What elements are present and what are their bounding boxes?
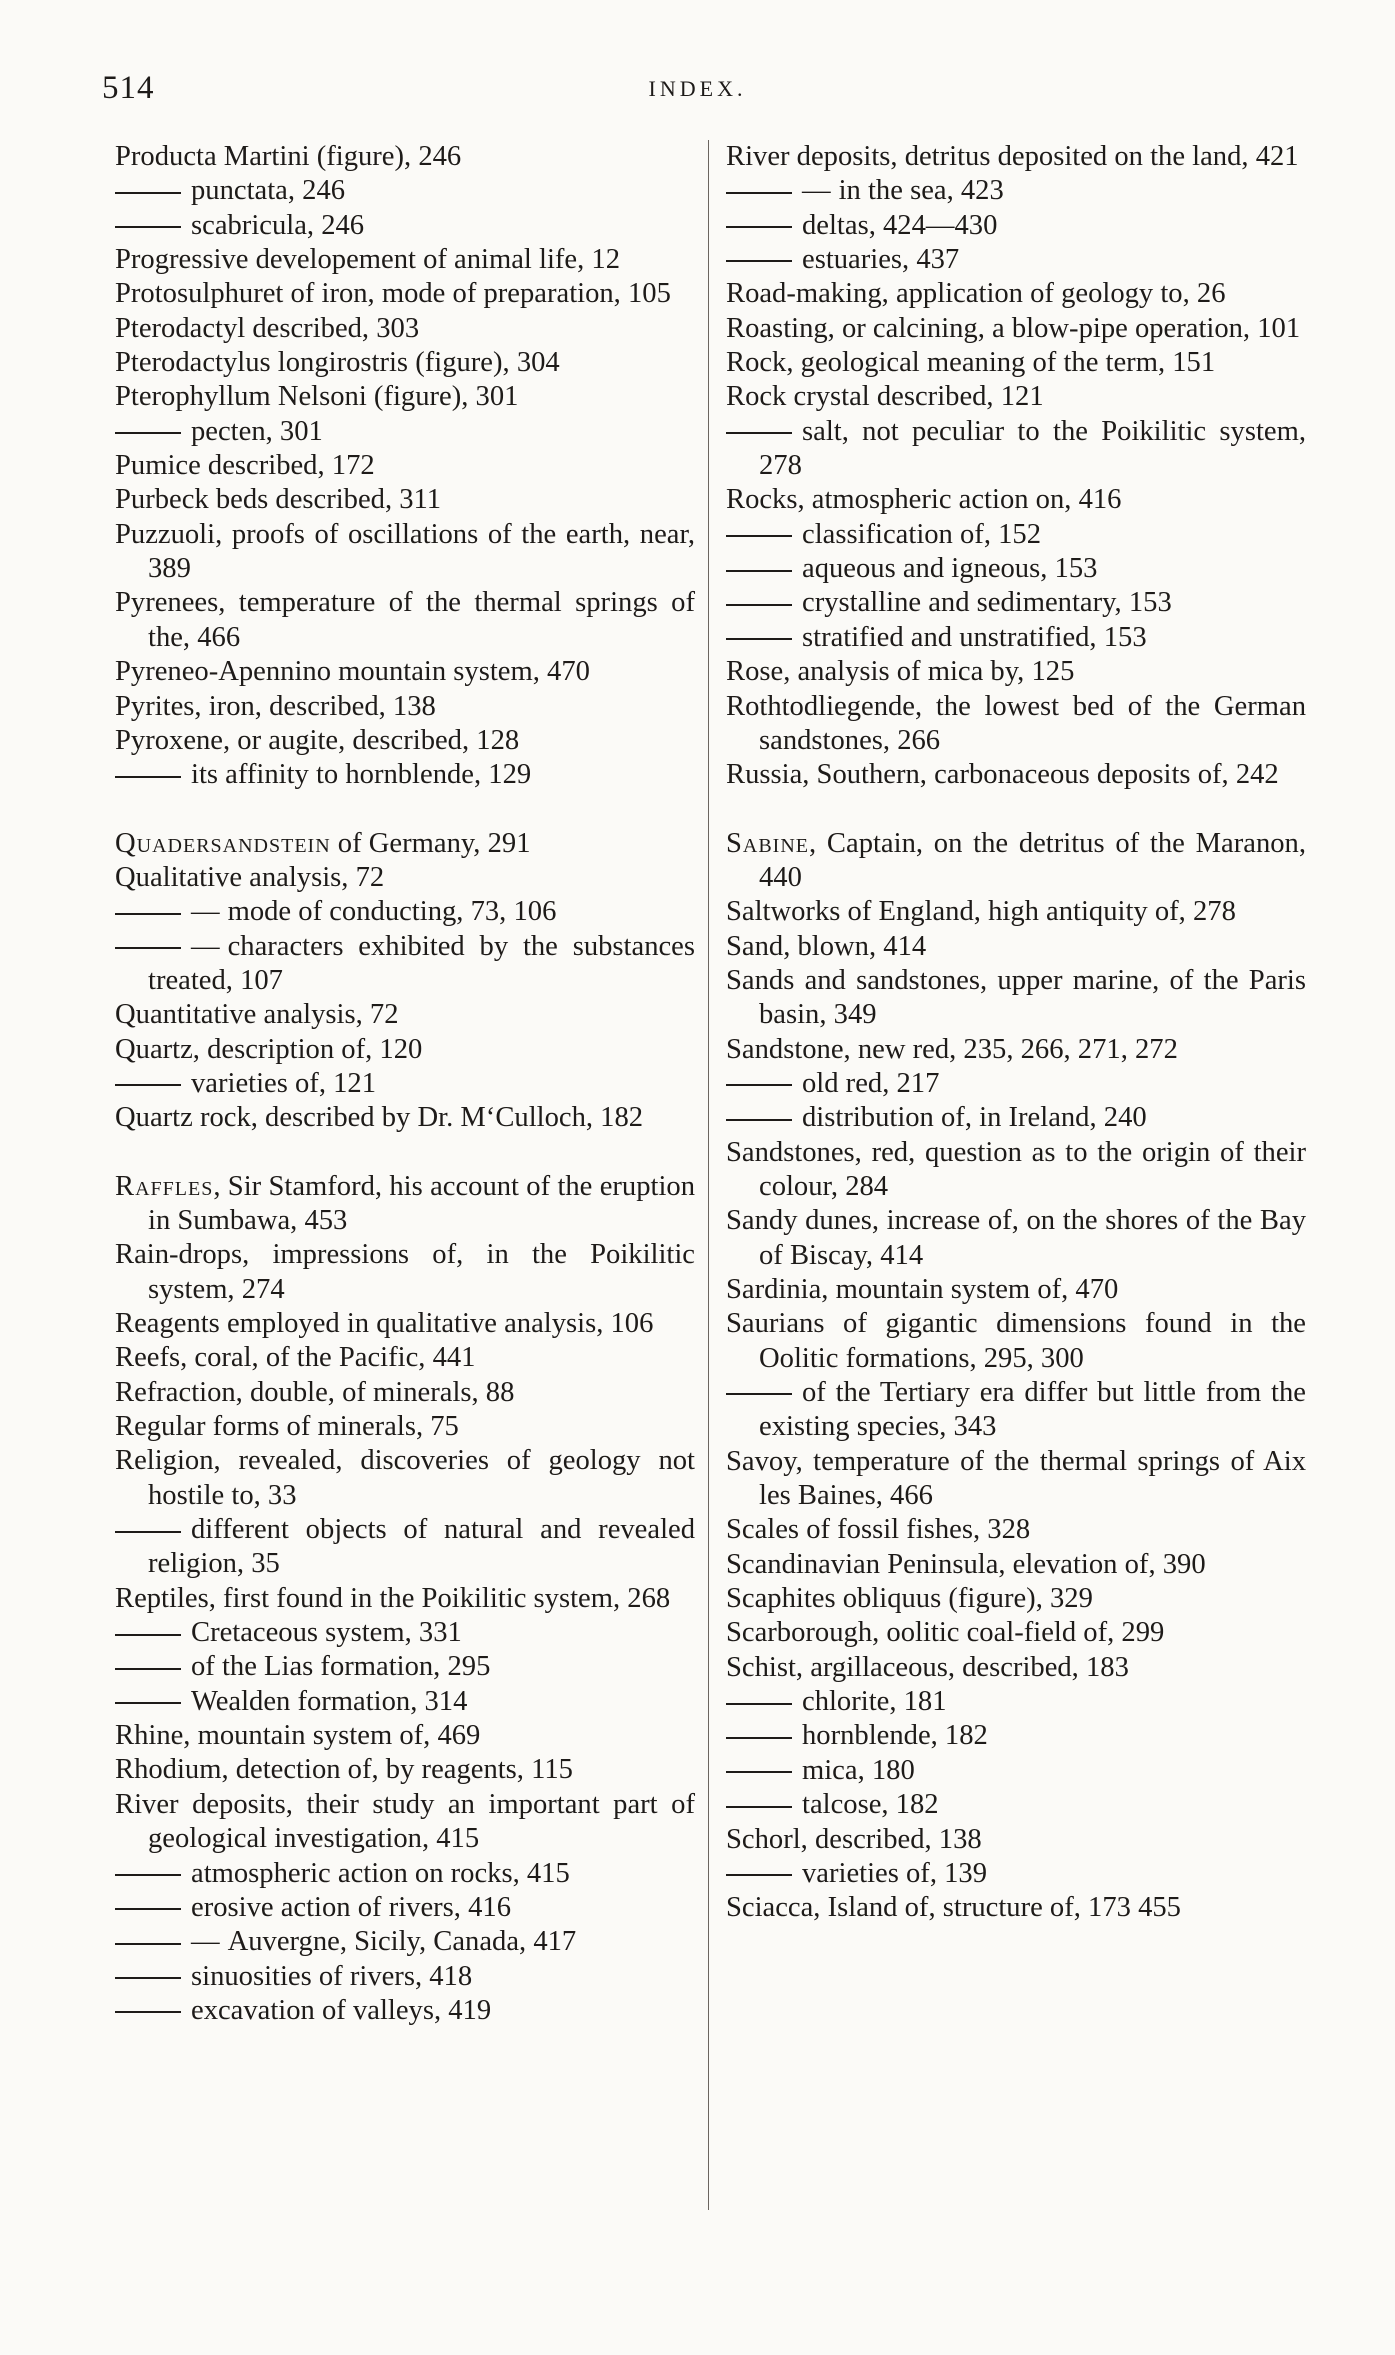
index-entry: [726, 1204, 1306, 1273]
index-entry-text: Rain-drops, impressions of, in the Poikilitic system, 274: [115, 1239, 695, 1305]
index-entry-text: Sandy dunes, increase of, on the shores of the Bay of Biscay, 414: [726, 1205, 1306, 1271]
index-entry-text: Cretaceous system, 331: [191, 1617, 462, 1649]
ditto-dash: [115, 947, 181, 949]
index-entry-text: hornblende, 182: [802, 1720, 988, 1752]
index-entry: [115, 140, 695, 174]
index-entry-text: Scaphites obliquus (figure), 329: [726, 1583, 1093, 1615]
index-entry-text: old red, 217: [802, 1067, 940, 1099]
index-entry-text: Sand, blown, 414: [726, 930, 927, 962]
index-entry-text: Rocks, atmospheric action on, 416: [726, 484, 1122, 516]
index-entry: [115, 1925, 695, 1959]
index-entry-text: estuaries, 437: [802, 244, 960, 276]
index-entry: [726, 1033, 1306, 1067]
index-entry-headword: Raffles: [115, 1170, 214, 1202]
index-entry-headword: Sabine: [726, 827, 810, 859]
index-entry-text: varieties of, 121: [191, 1067, 377, 1099]
index-entry: [115, 1582, 695, 1616]
index-entry: [726, 827, 1306, 896]
index-entry-text: Rock crystal described, 121: [726, 381, 1044, 413]
index-entry-text: distribution of, in Ireland, 240: [802, 1102, 1147, 1134]
index-entry: [115, 312, 695, 346]
ditto-dash: [115, 1943, 181, 1945]
ditto-dash: [726, 1393, 792, 1395]
ditto-dash: [115, 2011, 181, 2013]
ditto-dash-tail: —: [802, 175, 831, 207]
index-entry: [726, 621, 1306, 655]
ditto-dash: [726, 1806, 792, 1808]
index-entry: [726, 1823, 1306, 1857]
index-entry: [115, 1033, 695, 1067]
ditto-dash: [726, 1771, 792, 1773]
index-entry-text: Pyrites, iron, described, 138: [115, 690, 436, 722]
index-entry-text: Rhodium, detection of, by reagents, 115: [115, 1754, 573, 1786]
index-entry: [726, 380, 1306, 414]
index-entry: [115, 174, 695, 208]
index-entry: [115, 724, 695, 758]
index-entry-text: Russia, Southern, carbonaceous deposits of, 242: [726, 759, 1279, 791]
ditto-dash: [726, 535, 792, 537]
index-entry-text: sinuosities of rivers, 418: [191, 1960, 473, 1992]
index-entry-text: Sandstone, new red, 235, 266, 271, 272: [726, 1033, 1178, 1065]
index-entry-text: atmospheric action on rocks, 415: [191, 1857, 570, 1889]
index-entry: [115, 209, 695, 243]
index-entry: [115, 827, 695, 861]
index-entry-text: mica, 180: [802, 1754, 915, 1786]
index-entry-text: Quartz, description of, 120: [115, 1033, 423, 1065]
ditto-dash: [726, 1874, 792, 1876]
index-entry-text: Pyreneo-Apennino mountain system, 470: [115, 656, 590, 688]
index-entry: [115, 483, 695, 517]
index-entry-text: Scarborough, oolitic coal-field of, 299: [726, 1617, 1165, 1649]
ditto-dash: [726, 1737, 792, 1739]
ditto-dash: [726, 1703, 792, 1705]
index-entry: [726, 1582, 1306, 1616]
index-entry-text: Sands and sandstones, upper marine, of the Paris basin, 349: [726, 964, 1306, 1031]
index-entry: [726, 1136, 1306, 1205]
column-divider: [708, 140, 709, 2210]
index-entry-text: Rhine, mountain system of, 469: [115, 1720, 481, 1752]
index-entry: [115, 1788, 695, 1857]
index-entry: [726, 586, 1306, 620]
index-entry-text: stratified and unstratified, 153: [802, 621, 1147, 653]
index-entry: [115, 758, 695, 792]
index-entry-text: Reagents employed in qualitative analysis, 106: [115, 1308, 654, 1339]
index-entry-text: Purbeck beds described, 311: [115, 484, 442, 516]
index-entry-text: classification of, 152: [802, 518, 1042, 550]
index-entry: [115, 1891, 695, 1925]
index-entry: [115, 586, 695, 655]
index-entry: [726, 1685, 1306, 1719]
index-entry-text: Producta Martini (figure), 246: [115, 141, 462, 172]
index-entry: [115, 1616, 695, 1650]
index-entry: [115, 1307, 695, 1341]
index-entry: [726, 209, 1306, 243]
ditto-dash: [115, 226, 181, 228]
index-entry-text: Religion, revealed, discoveries of geology not hostile to, 33: [115, 1445, 695, 1511]
index-entry: [726, 277, 1306, 311]
index-entry-text: chlorite, 181: [802, 1686, 947, 1718]
ditto-dash: [726, 192, 792, 194]
index-entry: [115, 449, 695, 483]
index-entry: [726, 1719, 1306, 1753]
index-entry: [726, 346, 1306, 380]
index-entry-text: in the sea, 423: [838, 175, 1004, 207]
index-entry-text: crystalline and sedimentary, 153: [802, 587, 1172, 619]
index-entry-text: Quantitative analysis, 72: [115, 999, 399, 1031]
index-entry: [726, 552, 1306, 586]
index-entry-text: , Sir Stamford, his account of the eruption in Sumbawa, 453: [148, 1170, 695, 1236]
index-entry-text: Auvergne, Sicily, Canada, 417: [227, 1926, 577, 1958]
index-entry-text: Sandstones, red, question as to the origin of their colour, 284: [726, 1136, 1306, 1202]
index-entry-text: Rothtodliegende, the lowest bed of the German sandstones, 266: [726, 690, 1306, 756]
index-entry-text: its affinity to hornblende, 129: [191, 759, 532, 791]
index-entry: [115, 1444, 695, 1513]
index-entry-text: Pumice described, 172: [115, 450, 375, 482]
index-entry: [726, 655, 1306, 689]
index-entry-text: Sardinia, mountain system of, 470: [726, 1274, 1119, 1305]
index-entry-text: Rock, geological meaning of the term, 151: [726, 347, 1216, 379]
index-entry-text: Scales of fossil fishes, 328: [726, 1514, 1031, 1546]
index-entry-text: Pyroxene, or augite, described, 128: [115, 724, 520, 756]
index-entry: [726, 140, 1306, 174]
ditto-dash: [115, 1531, 181, 1533]
index-entry-text: scabricula, 246: [191, 209, 365, 241]
ditto-dash-tail: —: [191, 896, 220, 928]
index-entry: [726, 1445, 1306, 1514]
index-entry-text: Wealden formation, 314: [191, 1685, 468, 1717]
index-entry: [726, 1307, 1306, 1376]
index-entry-text: Saltworks of England, high antiquity of, 278: [726, 896, 1236, 928]
index-entry-text: pecten, 301: [191, 415, 323, 447]
index-entry: [726, 243, 1306, 277]
index-entry-text: , Captain, on the detritus of the Maranon, 440: [759, 827, 1306, 893]
index-entry: [726, 518, 1306, 552]
index-entry: [115, 1513, 695, 1582]
index-entry: [115, 1101, 695, 1135]
index-entry: [115, 861, 695, 895]
index-entry: [115, 1960, 695, 1994]
index-entry-text: Sciacca, Island of, structure of, 173 455: [726, 1892, 1181, 1924]
index-entry: [115, 1067, 695, 1101]
index-entry: [115, 1341, 695, 1375]
index-entry: [115, 1753, 695, 1787]
index-entry: [726, 1067, 1306, 1101]
index-entry-text: Puzzuoli, proofs of oscillations of the earth, near, 389: [115, 518, 695, 585]
ditto-dash: [115, 1874, 181, 1876]
ditto-dash: [115, 1084, 181, 1086]
index-entry-text: Pterodactyl described, 303: [115, 312, 420, 344]
ditto-dash: [726, 570, 792, 572]
index-entry-text: erosive action of rivers, 416: [191, 1891, 511, 1923]
index-entry-text: excavation of valleys, 419: [191, 1994, 492, 2026]
ditto-dash-tail: —: [191, 1926, 220, 1958]
ditto-dash: [726, 432, 792, 434]
index-entry-text: punctata, 246: [191, 175, 346, 207]
index-entry-text: Road-making, application of geology to, 26: [726, 278, 1226, 310]
index-entry: [115, 930, 695, 999]
index-entry-text: Scandinavian Peninsula, elevation of, 390: [726, 1548, 1206, 1580]
index-entry: [115, 1994, 695, 2028]
ditto-dash: [726, 1084, 792, 1086]
index-entry: [726, 895, 1306, 929]
index-entry-headword: Quadersandstein: [115, 827, 331, 859]
index-entry-text: Pyrenees, temperature of the thermal springs of the, 466: [115, 587, 695, 653]
index-entry-text: Pterophyllum Nelsoni (figure), 301: [115, 381, 519, 413]
ditto-dash: [726, 260, 792, 262]
index-entry: [726, 415, 1306, 484]
index-entry-text: Reptiles, first found in the Poikilitic system, 268: [115, 1582, 671, 1614]
index-entry-text: Reefs, coral, of the Pacific, 441: [115, 1342, 476, 1374]
ditto-dash: [726, 604, 792, 606]
index-entry: [115, 1719, 695, 1753]
ditto-dash: [115, 1668, 181, 1670]
index-entry-text: Schorl, described, 138: [726, 1823, 982, 1855]
index-entry: [726, 1101, 1306, 1135]
index-entry-text: talcose, 182: [802, 1789, 939, 1821]
index-entry: [115, 690, 695, 724]
index-entry: [115, 243, 695, 277]
index-entry-text: of the Lias formation, 295: [191, 1651, 491, 1683]
ditto-dash: [115, 1702, 181, 1704]
index-entry: [115, 1410, 695, 1444]
index-entry: [115, 655, 695, 689]
index-entry-text: deltas, 424—430: [802, 209, 998, 241]
index-entry: [726, 1651, 1306, 1685]
index-entry-text: of Germany, 291: [330, 827, 531, 859]
index-entry-text: Refraction, double, of minerals, 88: [115, 1376, 515, 1408]
index-entry-text: Pterodactylus longirostris (figure), 304: [115, 347, 560, 379]
index-entry: [726, 1273, 1306, 1307]
index-entry: [726, 1788, 1306, 1822]
index-entry-text: Rose, analysis of mica by, 125: [726, 656, 1075, 688]
ditto-dash-tail: —: [191, 930, 220, 962]
index-entry-text: Protosulphuret of iron, mode of preparation, 105: [115, 278, 671, 310]
running-head: INDEX.: [648, 76, 747, 101]
index-entry: [726, 1376, 1306, 1445]
index-entry-text: salt, not peculiar to the Poikilitic system, 278: [759, 415, 1306, 482]
ditto-dash: [726, 1119, 792, 1121]
index-entry-text: River deposits, detritus deposited on the land, 421: [726, 141, 1299, 172]
index-entry: [726, 690, 1306, 759]
index-entry: [115, 277, 695, 311]
index-entry-text: Progressive developement of animal life, 12: [115, 244, 621, 276]
index-entry-text: Savoy, temperature of the thermal springs of Aix les Baines, 466: [726, 1445, 1306, 1512]
ditto-dash: [115, 913, 181, 915]
index-entry: [115, 1685, 695, 1719]
index-entry: [115, 998, 695, 1032]
ditto-dash: [115, 432, 181, 434]
index-column-left: [115, 140, 695, 2028]
index-entry-text: mode of conducting, 73, 106: [227, 896, 557, 928]
index-entry: [115, 518, 695, 587]
index-entry: [115, 1238, 695, 1307]
ditto-dash: [115, 192, 181, 194]
index-entry-text: Regular forms of minerals, 75: [115, 1411, 459, 1443]
index-entry: [115, 346, 695, 380]
ditto-dash: [115, 1634, 181, 1636]
index-entry: [115, 1170, 695, 1239]
index-entry-text: Quartz rock, described by Dr. M‘Culloch, 182: [115, 1102, 644, 1134]
index-entry: [115, 380, 695, 414]
index-entry: [726, 1513, 1306, 1547]
ditto-dash: [726, 226, 792, 228]
index-entry: [726, 1857, 1306, 1891]
index-entry: [726, 1548, 1306, 1582]
index-entry-text: characters exhibited by the substances treated, 107: [148, 930, 695, 996]
index-entry: [726, 1754, 1306, 1788]
index-entry: [726, 930, 1306, 964]
ditto-dash: [115, 776, 181, 778]
index-entry: [726, 1891, 1306, 1925]
index-entry-text: Saurians of gigantic dimensions found in the Oolitic formations, 295, 300: [726, 1308, 1306, 1374]
index-entry-text: different objects of natural and revealed religion, 35: [148, 1514, 695, 1580]
ditto-dash: [726, 638, 792, 640]
index-column-right: [726, 140, 1306, 1926]
index-entry: [726, 964, 1306, 1033]
index-entry-text: aqueous and igneous, 153: [802, 553, 1098, 585]
index-entry: [115, 415, 695, 449]
index-entry: [726, 483, 1306, 517]
index-entry: [115, 1376, 695, 1410]
index-entry: [726, 1616, 1306, 1650]
index-entry: [726, 758, 1306, 792]
index-entry-text: Schist, argillaceous, described, 183: [726, 1651, 1129, 1683]
index-entry: [726, 174, 1306, 208]
index-entry: [726, 312, 1306, 346]
index-entry: [115, 1857, 695, 1891]
index-entry: [115, 895, 695, 929]
index-entry-text: Roasting, or calcining, a blow-pipe operation, 101: [726, 312, 1301, 344]
ditto-dash: [115, 1977, 181, 1979]
index-entry-text: varieties of, 139: [802, 1857, 988, 1889]
ditto-dash: [115, 1908, 181, 1910]
index-entry-text: River deposits, their study an important part of geological investigation, 415: [115, 1788, 695, 1855]
index-entry: [115, 1650, 695, 1684]
index-entry-text: Qualitative analysis, 72: [115, 861, 385, 893]
index-entry-text: of the Tertiary era differ but little from the existing species, 343: [759, 1377, 1306, 1443]
page-number: 514: [102, 70, 155, 106]
